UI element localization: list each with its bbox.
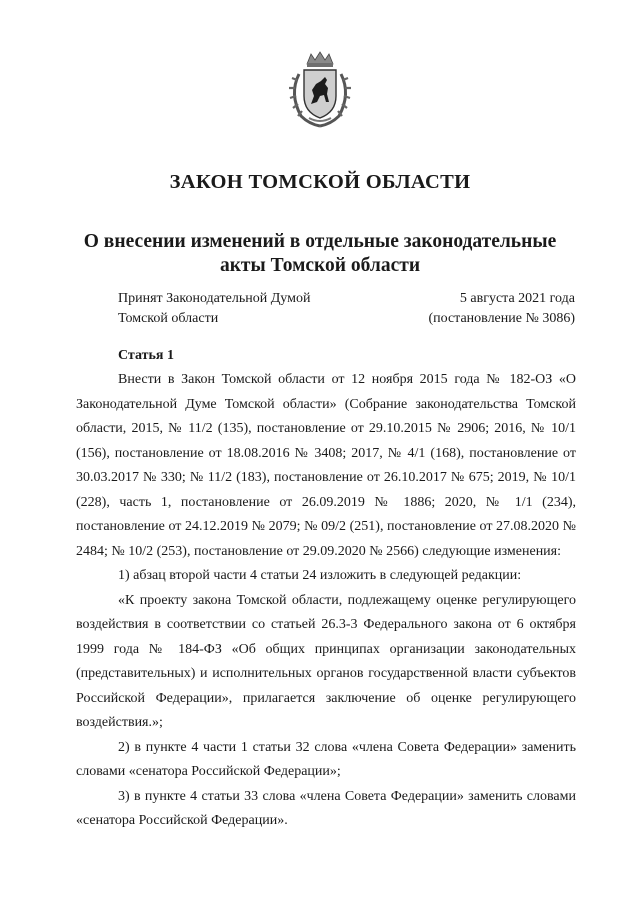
article-body <box>76 368 576 834</box>
article-paragraph: Внести в Закон Томской области от 12 ноября 2015 года № 182-ОЗ «О Законодательной Думе Томской области» (Собрание законодательства Томской области, 2015, № 11/2 (135), постановление от 29.10.2015 № 2906; 2016, № 10/1 (156), постановление от 18.08.2016 № 3408; 2017, № 4/1 (168), постановление от 30.03.2017 № 330; № 11/2 (183), постановление от 26.10.2017 № 675; 2019, № 10/1 (228), часть 1, постановление от 26.09.2019 № 1886; 2020, № 1/1 (234), постановление от 24.12.2019 № 2079; № 09/2 (251), постановление от 27.08.2020 № 2484; № 10/2 (253), постановление от 29.09.2020 № 2566) следующие изменения: <box>76 372 576 559</box>
law-title: ЗАКОН ТОМСКОЙ ОБЛАСТИ <box>169 171 471 193</box>
adopted-by-line: Принят Законодательной Думой <box>118 291 311 306</box>
article-paragraph: «К проекту закона Томской области, подлежащему оценке регулирующего воздействия в соответствии со статьей 26.3-3 Федерального закона от 6 октября 1999 года № 184-ФЗ «Об общих принципах организации законодательных (представительных) и исполнительных органов государственной власти субъектов Российской Федерации», прилагается заключение об оценке регулирующего воздействия.»; <box>76 592 576 730</box>
adoption-info <box>118 289 310 328</box>
resolution-number: (постановление № 3086) <box>428 310 575 326</box>
adopted-by-region-line: Томской области <box>118 310 219 326</box>
law-subtitle: О внесении изменений в отдельные законодательные акты Томской области <box>83 231 557 276</box>
adoption-date: 5 августа 2021 года <box>459 291 575 306</box>
adoption-date-block <box>428 289 575 328</box>
coat-of-arms-emblem <box>287 50 353 128</box>
article-paragraph: 1) абзац второй части 4 статьи 24 изложить в следующей редакции: <box>118 568 522 583</box>
article-paragraph: 3) в пункте 4 статьи 33 слова «члена Совета Федерации» заменить словами «сенатора Российской Федерации». <box>76 788 576 828</box>
article-heading: Статья 1 <box>118 348 174 363</box>
article-paragraph: 2) в пункте 4 части 1 статьи 32 слова «члена Совета Федерации» заменить словами «сенатора Российской Федерации»; <box>76 739 576 779</box>
